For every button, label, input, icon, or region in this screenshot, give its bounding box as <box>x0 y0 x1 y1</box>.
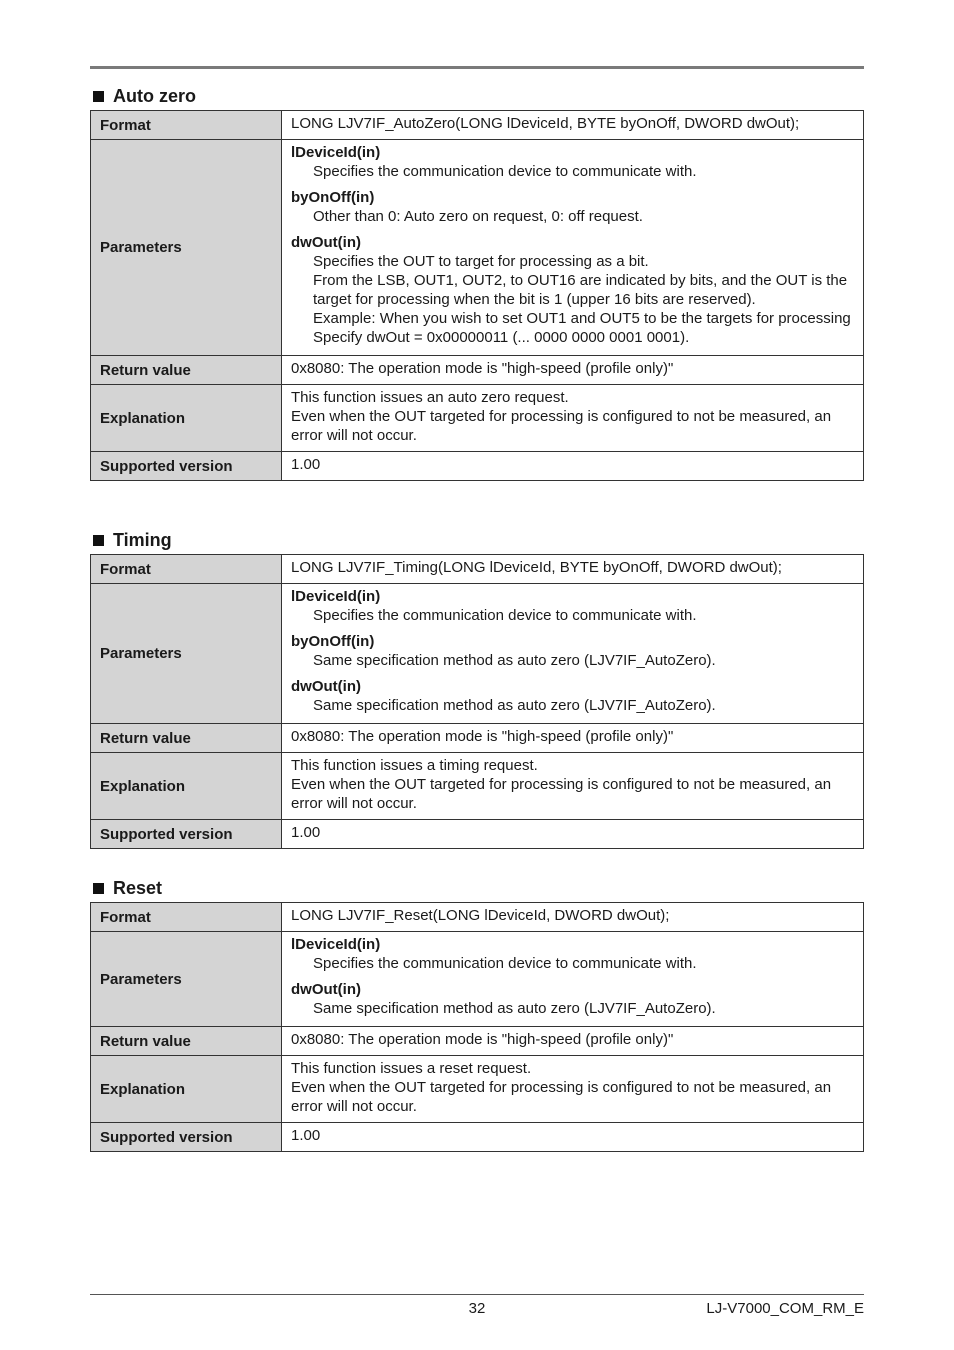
param-name: dwOut(in) <box>291 981 361 998</box>
return-value-label: Return value <box>91 724 282 753</box>
format-label: Format <box>91 555 282 584</box>
param-desc: From the LSB, OUT1, OUT2, to OUT16 are indicated by bits, and the OUT is the target for processing when the bit is 1 (upper 16 bits are reserved). <box>313 272 848 308</box>
section-timing <box>90 526 864 849</box>
format-value: LONG LJV7IF_AutoZero(LONG lDeviceId, BYTE byOnOff, DWORD dwOut); <box>282 111 864 140</box>
explanation-line: Even when the OUT targeted for processing is configured to not be measured, an error will not occur. <box>291 1079 832 1115</box>
spec-table <box>90 902 864 1152</box>
param-desc: Same specification method as auto zero (LJV7IF_AutoZero). <box>313 652 716 669</box>
explanation-line: Even when the OUT targeted for processing is configured to not be measured, an error will not occur. <box>291 776 832 812</box>
return-value-label: Return value <box>91 1027 282 1056</box>
param-name: lDeviceId(in) <box>291 144 381 161</box>
square-bullet-icon <box>93 91 104 102</box>
supported-version-value: 1.00 <box>282 820 864 849</box>
explanation-label: Explanation <box>91 385 282 452</box>
format-value: LONG LJV7IF_Timing(LONG lDeviceId, BYTE byOnOff, DWORD dwOut); <box>282 555 864 584</box>
supported-version-label: Supported version <box>91 452 282 481</box>
param-name: dwOut(in) <box>291 678 361 695</box>
param-item <box>291 677 854 715</box>
section-title-text: Auto zero <box>113 86 196 106</box>
section-title <box>90 874 864 902</box>
explanation-value <box>282 753 864 820</box>
section-reset <box>90 874 864 1152</box>
explanation-label: Explanation <box>91 753 282 820</box>
parameters-label: Parameters <box>91 140 282 356</box>
param-name: byOnOff(in) <box>291 633 375 650</box>
param-item <box>291 188 854 226</box>
parameters-value <box>282 140 864 356</box>
supported-version-value: 1.00 <box>282 1123 864 1152</box>
return-value: 0x8080: The operation mode is "high-speed (profile only)" <box>282 356 864 385</box>
param-desc: Same specification method as auto zero (LJV7IF_AutoZero). <box>313 1000 716 1017</box>
section-auto-zero <box>90 82 864 481</box>
param-desc: Example: When you wish to set OUT1 and OUT5 to be the targets for processing <box>313 310 851 327</box>
square-bullet-icon <box>93 535 104 546</box>
square-bullet-icon <box>93 883 104 894</box>
param-name: dwOut(in) <box>291 234 361 251</box>
header-rule <box>90 66 864 69</box>
param-item <box>291 587 854 625</box>
param-desc: Specifies the communication device to communicate with. <box>313 163 697 180</box>
parameters-value <box>282 932 864 1027</box>
supported-version-label: Supported version <box>91 1123 282 1152</box>
supported-version-label: Supported version <box>91 820 282 849</box>
explanation-line: This function issues a timing request. <box>291 757 538 774</box>
explanation-line: Even when the OUT targeted for processing is configured to not be measured, an error will not occur. <box>291 408 832 444</box>
section-title-text: Reset <box>113 878 163 898</box>
parameters-label: Parameters <box>91 584 282 724</box>
param-desc: Specifies the communication device to communicate with. <box>313 607 697 624</box>
param-item <box>291 632 854 670</box>
section-title-text: Timing <box>113 530 172 550</box>
explanation-line: This function issues a reset request. <box>291 1060 532 1077</box>
supported-version-value: 1.00 <box>282 452 864 481</box>
explanation-label: Explanation <box>91 1056 282 1123</box>
format-label: Format <box>91 903 282 932</box>
param-item <box>291 935 854 973</box>
param-item <box>291 980 854 1018</box>
param-desc: Specifies the OUT to target for processing as a bit. <box>313 253 649 270</box>
section-title <box>90 526 864 554</box>
explanation-value <box>282 1056 864 1123</box>
format-value: LONG LJV7IF_Reset(LONG lDeviceId, DWORD dwOut); <box>282 903 864 932</box>
section-title <box>90 82 864 110</box>
return-value-label: Return value <box>91 356 282 385</box>
parameters-label: Parameters <box>91 932 282 1027</box>
param-desc: Other than 0: Auto zero on request, 0: off request. <box>313 208 643 225</box>
document-code: LJ-V7000_COM_RM_E <box>706 1300 864 1317</box>
return-value: 0x8080: The operation mode is "high-speed (profile only)" <box>282 1027 864 1056</box>
spec-table <box>90 554 864 849</box>
param-name: lDeviceId(in) <box>291 588 381 605</box>
explanation-line: This function issues an auto zero request. <box>291 389 569 406</box>
param-desc: Specify dwOut = 0x00000011 (... 0000 0000 0001 0001). <box>313 329 690 346</box>
param-item <box>291 143 854 181</box>
return-value: 0x8080: The operation mode is "high-speed (profile only)" <box>282 724 864 753</box>
param-name: lDeviceId(in) <box>291 936 381 953</box>
param-desc: Same specification method as auto zero (LJV7IF_AutoZero). <box>313 697 716 714</box>
param-item <box>291 233 854 347</box>
parameters-value <box>282 584 864 724</box>
param-name: byOnOff(in) <box>291 189 375 206</box>
spec-table <box>90 110 864 481</box>
footer-rule <box>90 1294 864 1295</box>
page-number: 32 <box>468 1300 486 1317</box>
explanation-value <box>282 385 864 452</box>
format-label: Format <box>91 111 282 140</box>
param-desc: Specifies the communication device to communicate with. <box>313 955 697 972</box>
